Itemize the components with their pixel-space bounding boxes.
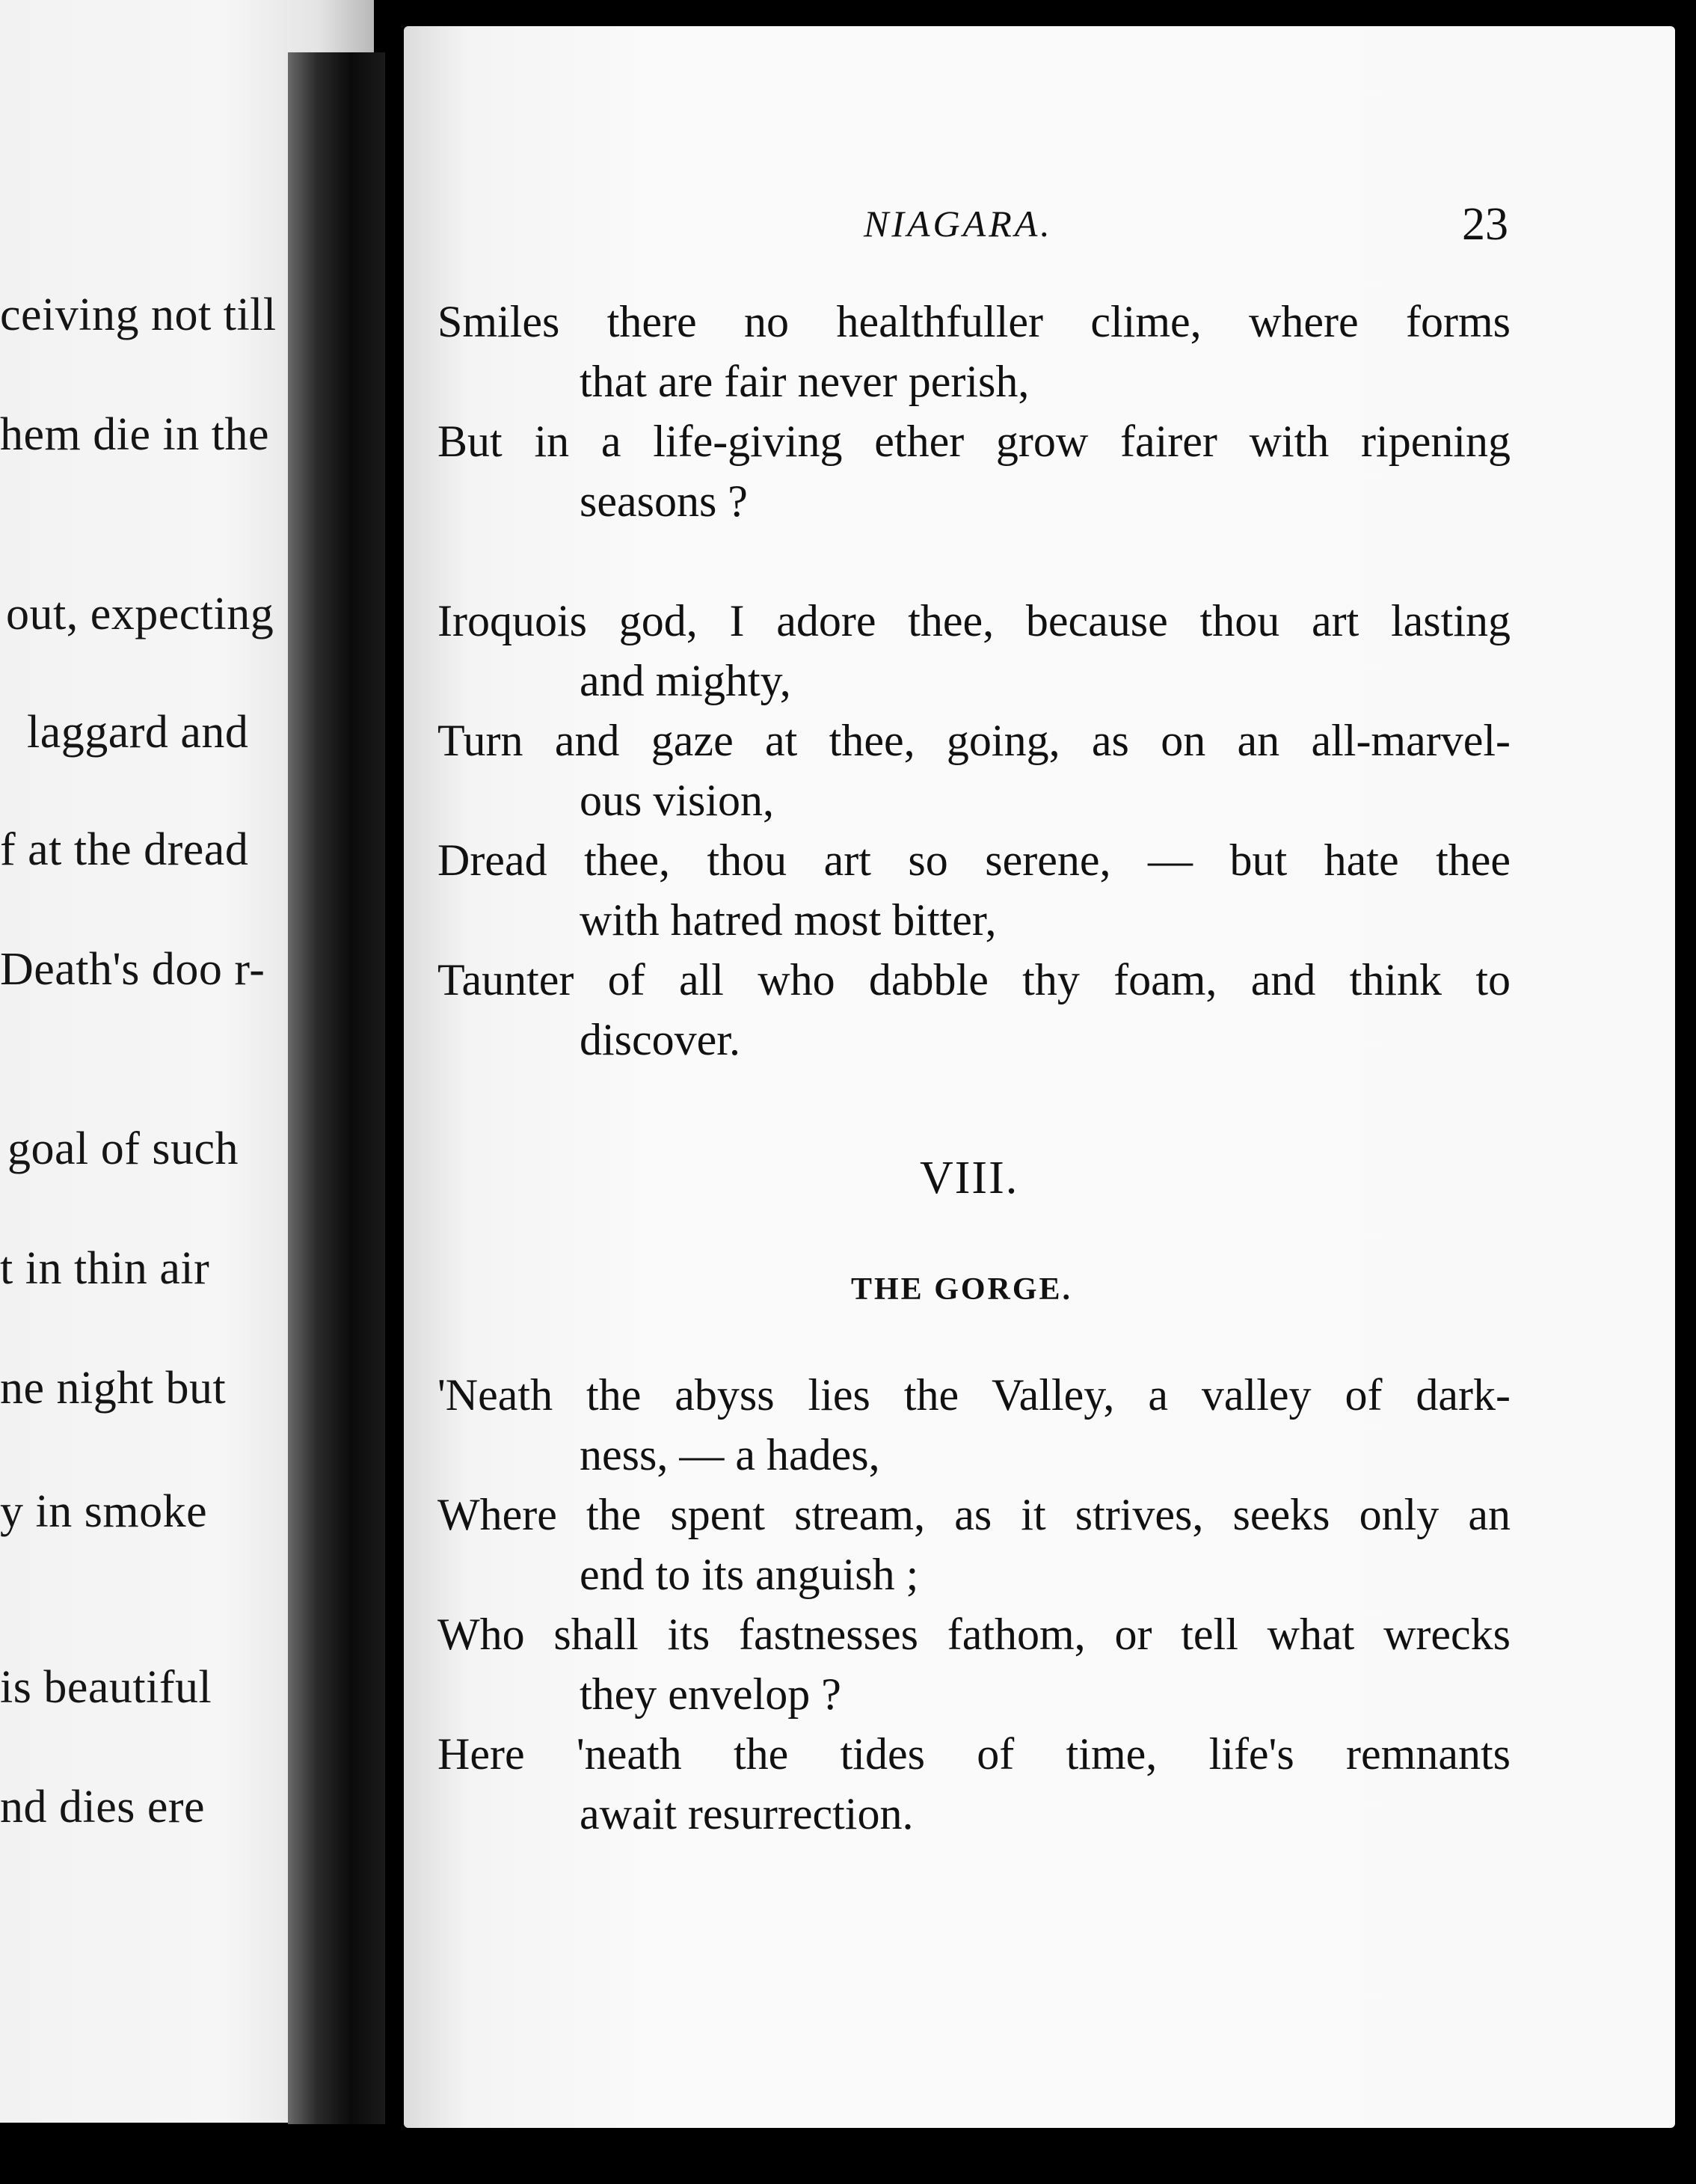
verse-line: Who shall its fastnesses fathom, or tell what wrecks — [437, 1610, 1511, 1659]
verse-line: But in a life-giving ether grow fairer with ripening — [437, 417, 1511, 466]
left-page-line: ne night but — [0, 1363, 227, 1414]
left-page-line: out, expecting — [6, 589, 274, 639]
verse-line: and mighty, — [580, 656, 791, 705]
left-page-line: hem die in the — [0, 409, 269, 460]
section-title: THE GORGE. — [851, 1272, 1073, 1307]
left-page-line: nd dies ere — [0, 1782, 206, 1832]
verse-line: Where the spent stream, as it strives, seeks only an — [437, 1490, 1511, 1539]
section-number: VIII. — [920, 1153, 1019, 1203]
left-page-line: goal of such — [7, 1123, 239, 1174]
verse-line: with hatred most bitter, — [580, 895, 997, 945]
verse-line: Iroquois god, I adore thee, because thou art lasting — [437, 596, 1511, 645]
left-page-line: laggard and — [27, 707, 249, 758]
verse-line: Dread thee, thou art so serene, — but hate thee — [437, 835, 1511, 885]
left-page-line: f at the dread — [0, 824, 249, 875]
stanza — [437, 591, 1511, 1070]
verse-line: await resurrection. — [580, 1789, 914, 1838]
verse-line: Taunter of all who dabble thy foam, and think to — [437, 955, 1511, 1004]
verse-line: 'Neath the abyss lies the Valley, a valley of dark- — [437, 1370, 1511, 1420]
stanza — [437, 292, 1511, 531]
verse-line: discover. — [580, 1015, 740, 1064]
page-number: 23 — [1462, 199, 1508, 250]
verse-line: that are fair never perish, — [580, 357, 1030, 406]
verse-line: Here 'neath the tides of time, life's remnants — [437, 1729, 1511, 1779]
verse-line: seasons ? — [580, 476, 748, 526]
running-head: NIAGARA. — [864, 203, 1053, 245]
left-page-line: is beautiful — [0, 1662, 212, 1713]
left-page-line: Death's doo r- — [0, 944, 265, 995]
left-page-line: ceiving not till — [0, 289, 277, 340]
book-gutter-shadow — [288, 52, 385, 2124]
left-page-line: t in thin air — [0, 1243, 210, 1294]
verse-line: Smiles there no healthfuller clime, where forms — [437, 297, 1511, 346]
verse-line: ous vision, — [580, 776, 775, 825]
verse-line: ness, — a hades, — [580, 1430, 880, 1479]
verse-line: they envelop ? — [580, 1669, 841, 1719]
verse-line: Turn and gaze at thee, going, as on an all-marvel- — [437, 716, 1511, 765]
stanza — [437, 1365, 1511, 1844]
verse-line: end to its anguish ; — [580, 1550, 919, 1599]
left-page-line: y in smoke — [0, 1486, 208, 1537]
